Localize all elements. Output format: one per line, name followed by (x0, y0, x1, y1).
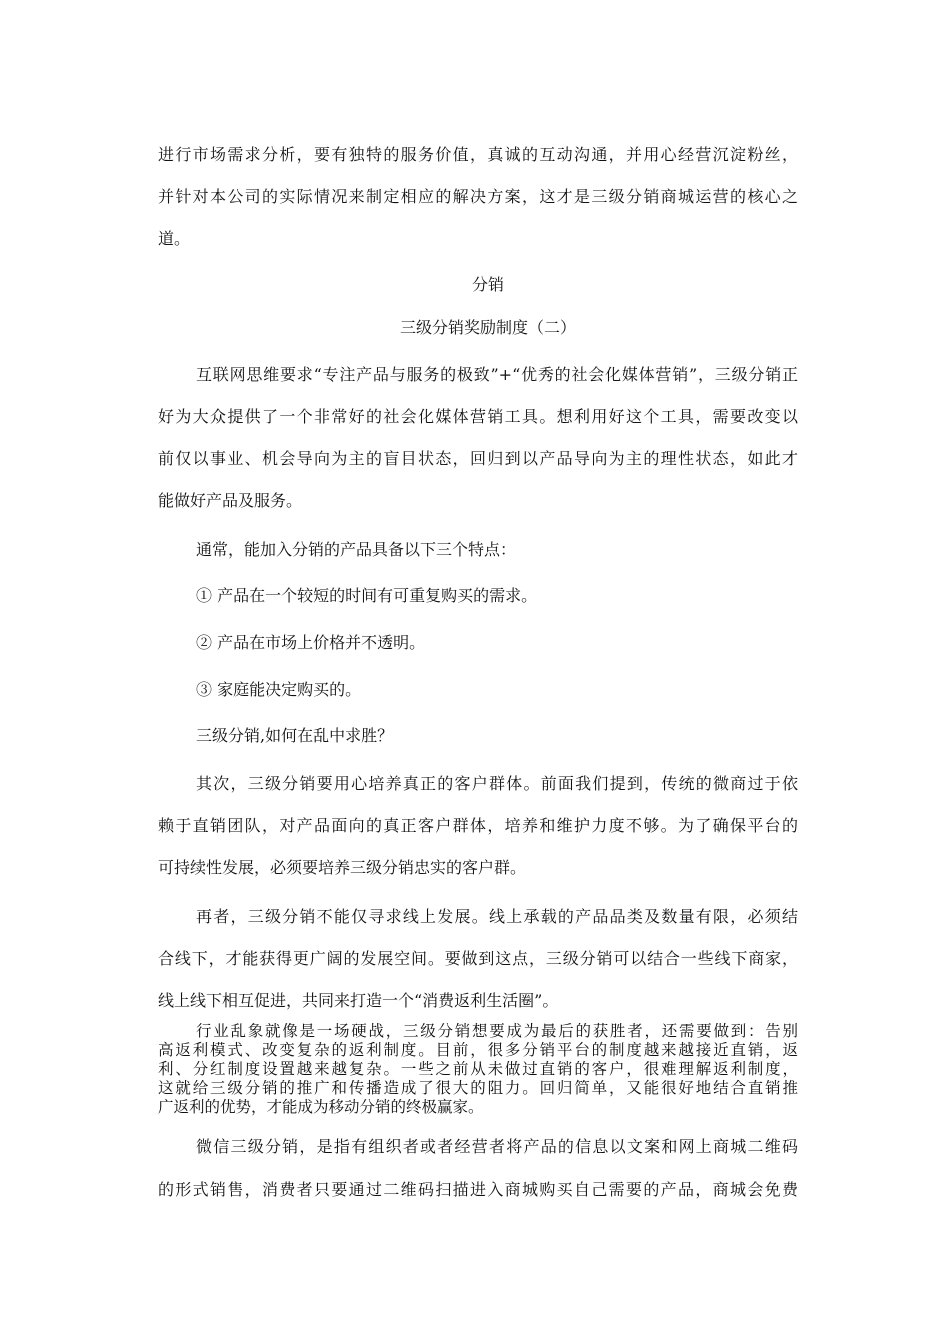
feature-item-1: ① 产品在一个较短的时间有可重复购买的需求。 (196, 586, 538, 605)
p3-line-2: 合线下，才能获得更广阔的发展空间。要做到这点，三级分销可以结合一些线下商家， (158, 949, 798, 968)
p2-line-1: 其次，三级分销要用心培养真正的客户群体。前面我们提到，传统的微商过于依 (196, 774, 798, 793)
p4-line-4: 这就给三级分销的推广和传播造成了很大的阻力。回归简单，又能很好地结合直销推 (158, 1079, 798, 1097)
feature-item-3: ③ 家庭能决定购买的。 (196, 680, 362, 699)
p4-line-3: 利、分红制度设置越来越复杂。一些之前从未做过直销的客户，很难理解返利制度， (158, 1060, 798, 1078)
features-intro: 通常，能加入分销的产品具备以下三个特点： (196, 540, 517, 559)
intro-line-1: 进行市场需求分析，要有独特的服务价值，真诚的互动沟通，并用心经营沉淀粉丝， (158, 145, 798, 164)
section-subtitle: 三级分销奖励制度（二） (399, 318, 576, 337)
p2-line-3: 可持续性发展，必须要培养三级分销忠实的客户群。 (158, 858, 527, 877)
p1-line-2: 好为大众提供了一个非常好的社会化媒体营销工具。想利用好这个工具，需要改变以 (158, 407, 798, 426)
p5-line-1: 微信三级分销，是指有组织者或者经营者将产品的信息以文案和网上商城二维码 (196, 1137, 798, 1156)
p4-line-1: 行业乱象就像是一场硬战，三级分销想要成为最后的获胜者，还需要做到：告别 (196, 1022, 798, 1040)
p1-line-3: 前仅以事业、机会导向为主的盲目状态，回归到以产品导向为主的理性状态，如此才 (158, 449, 798, 468)
feature-item-2: ② 产品在市场上价格并不透明。 (196, 633, 426, 652)
p1-line-4: 能做好产品及服务。 (158, 491, 303, 510)
p5-line-2: 的形式销售，消费者只要通过二维码扫描进入商城购买自己需要的产品，商城会免费 (158, 1180, 798, 1199)
p4-line-5: 广返利的优势，才能成为移动分销的终极赢家。 (158, 1098, 484, 1116)
p3-line-1: 再者，三级分销不能仅寻求线上发展。线上承载的产品品类及数量有限，必须结 (196, 907, 798, 926)
p1-line-1: 互联网思维要求“专注产品与服务的极致”+“优秀的社会化媒体营销”，三级分销正 (196, 365, 798, 384)
intro-line-2: 并针对本公司的实际情况来制定相应的解决方案，这才是三级分销商城运营的核心之 (158, 187, 798, 206)
section-title: 分销 (471, 275, 504, 294)
p3-line-3: 线上线下相互促进，共同来打造一个“消费返利生活圈”。 (158, 991, 559, 1010)
heading-2: 三级分销,如何在乱中求胜？ (196, 726, 394, 745)
p4-line-2: 高返利模式、改变复杂的返利制度。目前，很多分销平台的制度越来越接近直销，返 (158, 1041, 798, 1059)
p2-line-2: 赖于直销团队，对产品面向的真正客户群体，培养和维护力度不够。为了确保平台的 (158, 816, 798, 835)
intro-line-3: 道。 (158, 229, 191, 248)
